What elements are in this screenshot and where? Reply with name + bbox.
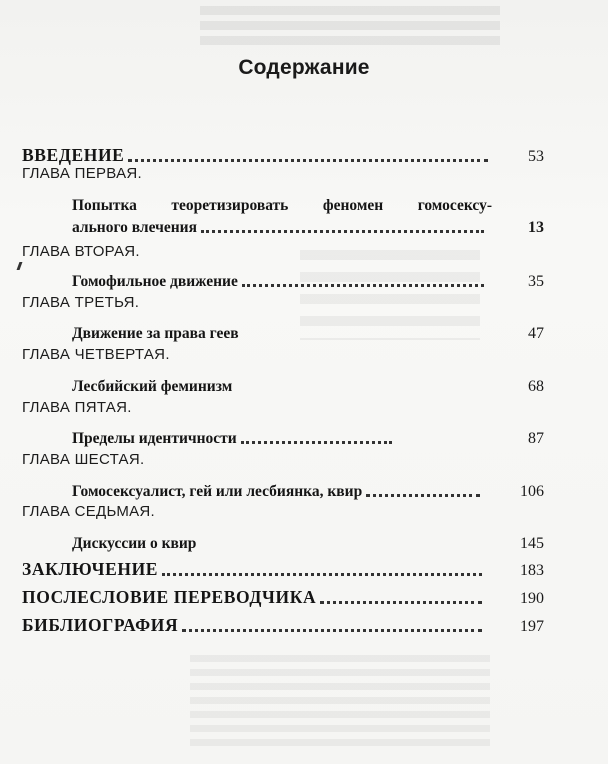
- page-title: Содержание: [238, 56, 370, 79]
- margin-mark: [17, 262, 23, 270]
- toc-label: ВВЕДЕНИЕ: [22, 145, 125, 165]
- toc-label: ального влечения: [72, 219, 197, 236]
- toc-page-number: 53: [528, 148, 544, 165]
- toc-entry-intro: [22, 142, 542, 166]
- toc-page-number: 106: [520, 483, 544, 500]
- toc-page-number: 47: [528, 325, 544, 342]
- bleed-through: [190, 655, 490, 750]
- dot-leader: [366, 494, 480, 497]
- toc-label: Гомофильное движение: [72, 273, 238, 290]
- toc-entry-ch6: [72, 477, 542, 501]
- toc-entry-ch4: [72, 372, 542, 396]
- toc-page-number: 35: [528, 273, 544, 290]
- toc-label: Лесбийский феминизм: [72, 378, 233, 395]
- toc-label: Пределы идентичности: [72, 430, 237, 447]
- toc-label-continuation: [72, 219, 542, 237]
- chapter-heading: ГЛАВА ШЕСТАЯ.: [22, 451, 145, 468]
- toc-entry-ch5: [72, 424, 542, 448]
- toc-page-number: 183: [520, 562, 544, 579]
- chapter-heading: ГЛАВА ПЕРВАЯ.: [22, 165, 143, 182]
- toc-label: Попытка теоретизировать феномен гомосексу-: [72, 197, 492, 214]
- toc-entry-conclusion: [22, 556, 542, 580]
- toc-label: ЗАКЛЮЧЕНИЕ: [22, 559, 159, 579]
- toc-entry-ch1: [72, 197, 542, 237]
- toc-label: БИБЛИОГРАФИЯ: [22, 615, 179, 635]
- chapter-heading: ГЛАВА ПЯТАЯ.: [22, 399, 132, 416]
- toc-page-number: 13: [528, 219, 544, 236]
- toc-label: Движение за права геев: [72, 325, 239, 342]
- toc-page-number: 145: [520, 535, 544, 552]
- toc-page-number: 197: [520, 618, 544, 635]
- dot-leader: [162, 573, 482, 576]
- bleed-through: [200, 6, 500, 50]
- toc-page-number: 190: [520, 590, 544, 607]
- toc-label: Дискуссии о квир: [72, 535, 197, 552]
- dot-leader: [241, 441, 392, 444]
- dot-leader: [182, 629, 482, 632]
- toc-entry-ch7: [72, 529, 542, 553]
- dot-leader: [320, 601, 482, 604]
- toc-entry-ch3: [72, 319, 542, 343]
- toc-page-number: 87: [528, 430, 544, 447]
- chapter-heading: ГЛАВА ЧЕТВЕРТАЯ.: [22, 346, 170, 363]
- dot-leader: [201, 230, 484, 233]
- chapter-heading: ГЛАВА СЕДЬМАЯ.: [22, 503, 156, 520]
- toc-entry-afterword: [22, 584, 542, 608]
- toc-page-number: 68: [528, 378, 544, 395]
- chapter-heading: ГЛАВА ТРЕТЬЯ.: [22, 294, 140, 311]
- toc-entry-bibliography: [22, 612, 542, 636]
- toc-label: Гомосексуалист, гей или лесбиянка, квир: [72, 483, 363, 500]
- toc-label: ПОСЛЕСЛОВИЕ ПЕРЕВОДЧИКА: [22, 587, 317, 607]
- dot-leader: [128, 159, 488, 162]
- toc-entry-ch2: [72, 267, 542, 291]
- chapter-heading: ГЛАВА ВТОРАЯ.: [22, 243, 140, 260]
- dot-leader: [242, 284, 484, 287]
